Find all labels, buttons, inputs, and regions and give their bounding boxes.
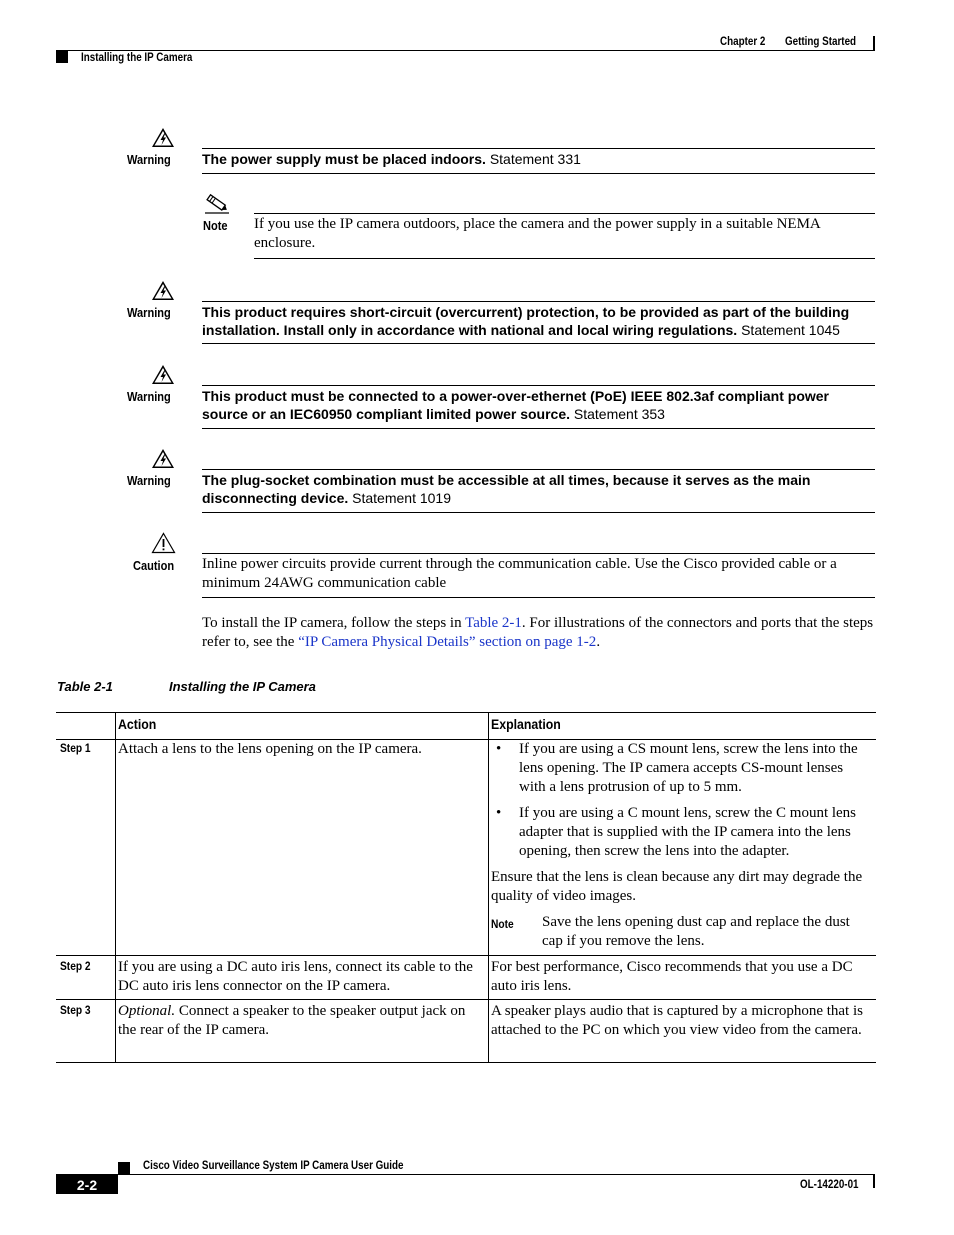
note-label: Note bbox=[203, 218, 228, 233]
table-col-divider bbox=[488, 712, 489, 1063]
step-label: Step 3 bbox=[60, 1003, 91, 1017]
notice-rule-bottom bbox=[202, 428, 875, 429]
notice-rule-bottom bbox=[202, 512, 875, 513]
notice-rule-top bbox=[202, 385, 875, 386]
table-title: Installing the IP Camera bbox=[169, 679, 316, 694]
notice-rule-top bbox=[202, 148, 875, 149]
table-number: Table 2-1 bbox=[57, 679, 113, 694]
step-label: Step 2 bbox=[60, 959, 91, 973]
warning-triangle-icon bbox=[151, 364, 175, 385]
explanation-paragraph: Ensure that the lens is clean because any dirt may degrade the quality of video images. bbox=[491, 869, 863, 904]
footer-marker bbox=[118, 1162, 130, 1174]
footer-guide-title: Cisco Video Surveillance System IP Camera User Guide bbox=[143, 1158, 404, 1172]
pencil-icon bbox=[204, 192, 230, 214]
warning-text: The power supply must be placed indoors. Statement 331 bbox=[202, 151, 581, 167]
physical-details-link[interactable]: “IP Camera Physical Details” section on page 1-2 bbox=[298, 634, 597, 650]
table-row-rule bbox=[56, 955, 876, 956]
notice-rule-top bbox=[202, 553, 875, 554]
notice-rule-top bbox=[202, 301, 875, 302]
warning-triangle-icon bbox=[151, 280, 175, 301]
notice-rule-bottom bbox=[202, 597, 875, 598]
list-item: • If you are using a CS mount lens, screw the lens into the lens opening. The IP camera accepts CS-mount lenses with a lens protrusion of up to 5 mm. bbox=[491, 740, 871, 797]
table-bottom-rule bbox=[56, 1062, 876, 1063]
header-section: Installing the IP Camera bbox=[81, 50, 193, 64]
notice-rule-bottom bbox=[202, 343, 875, 344]
optional-label: Optional. bbox=[118, 1003, 176, 1019]
step-explanation bbox=[491, 740, 871, 951]
warning-label: Warning bbox=[127, 473, 171, 488]
step-explanation: For best performance, Cisco recommends that you use a DC auto iris lens. bbox=[491, 959, 853, 994]
step-action: Attach a lens to the lens opening on the IP camera. bbox=[118, 741, 422, 757]
table-col-divider bbox=[115, 712, 116, 1063]
notice-rule-top bbox=[254, 213, 875, 214]
explanation-bullets bbox=[491, 740, 871, 861]
column-header-action: Action bbox=[118, 716, 157, 732]
step-action: Optional. Connect a speaker to the speaker output jack on the rear of the IP camera. bbox=[118, 1003, 466, 1038]
header-vertical-bar bbox=[873, 36, 875, 50]
inline-note bbox=[491, 913, 871, 951]
footer-vertical-bar bbox=[873, 1174, 875, 1188]
notice-rule-bottom bbox=[254, 258, 875, 259]
caution-text: Inline power circuits provide current through the communication cable. Use the Cisco provided cable or a minimum 24AWG communication cable bbox=[202, 556, 837, 591]
inline-note-text: Save the lens opening dust cap and replace the dust cap if you remove the lens. bbox=[542, 914, 850, 949]
caution-triangle-icon bbox=[151, 532, 176, 554]
table-row-rule bbox=[56, 999, 876, 1000]
warning-label: Warning bbox=[127, 152, 171, 167]
warning-label: Warning bbox=[127, 305, 171, 320]
header-chapter: Chapter 2 bbox=[720, 34, 766, 48]
warning-text: This product requires short-circuit (overcurrent) protection, to be provided as part of the building installation. Install only in accordance with national and local wiring regulations. Statement 1045 bbox=[202, 304, 850, 338]
column-header-explanation: Explanation bbox=[491, 716, 561, 732]
step-explanation: A speaker plays audio that is captured by a microphone that is attached to the PC on which you view video from the camera. bbox=[491, 1003, 863, 1038]
intro-paragraph: To install the IP camera, follow the steps in Table 2-1. For illustrations of the connectors and ports that the steps refer to, see the “IP Camera Physical Details” section on page 1-2. bbox=[202, 615, 874, 650]
warning-triangle-icon bbox=[151, 448, 175, 469]
footer-page-number: 2-2 bbox=[76, 1177, 98, 1193]
list-item: • If you are using a C mount lens, screw the C mount lens adapter that is supplied with the IP camera into the lens opening, then screw the lens into the adapter. bbox=[491, 804, 871, 861]
footer-rule bbox=[56, 1174, 875, 1175]
note-text: If you use the IP camera outdoors, place the camera and the power supply in a suitable NEMA enclosure. bbox=[254, 216, 820, 251]
table-top-rule bbox=[56, 712, 876, 713]
warning-text: The plug-socket combination must be accessible at all times, because it serves as the main disconnecting device. Statement 1019 bbox=[202, 472, 811, 506]
header-chapter-title: Getting Started bbox=[785, 34, 857, 48]
step-action: If you are using a DC auto iris lens, connect its cable to the DC auto iris lens connector on the IP camera. bbox=[118, 959, 473, 994]
footer-doc-id: OL-14220-01 bbox=[800, 1177, 859, 1191]
notice-rule-bottom bbox=[202, 173, 875, 174]
step-label: Step 1 bbox=[60, 741, 91, 755]
inline-note-label: Note bbox=[491, 917, 514, 931]
warning-text: This product must be connected to a power-over-ethernet (PoE) IEEE 802.3af compliant power source or an IEC60950 compliant limited power source. Statement 353 bbox=[202, 388, 829, 422]
notice-rule-top bbox=[202, 469, 875, 470]
caution-label: Caution bbox=[133, 558, 175, 573]
header-marker bbox=[56, 51, 68, 63]
table-2-1-link[interactable]: Table 2-1 bbox=[465, 615, 522, 631]
warning-triangle-icon bbox=[151, 127, 175, 148]
warning-label: Warning bbox=[127, 389, 171, 404]
